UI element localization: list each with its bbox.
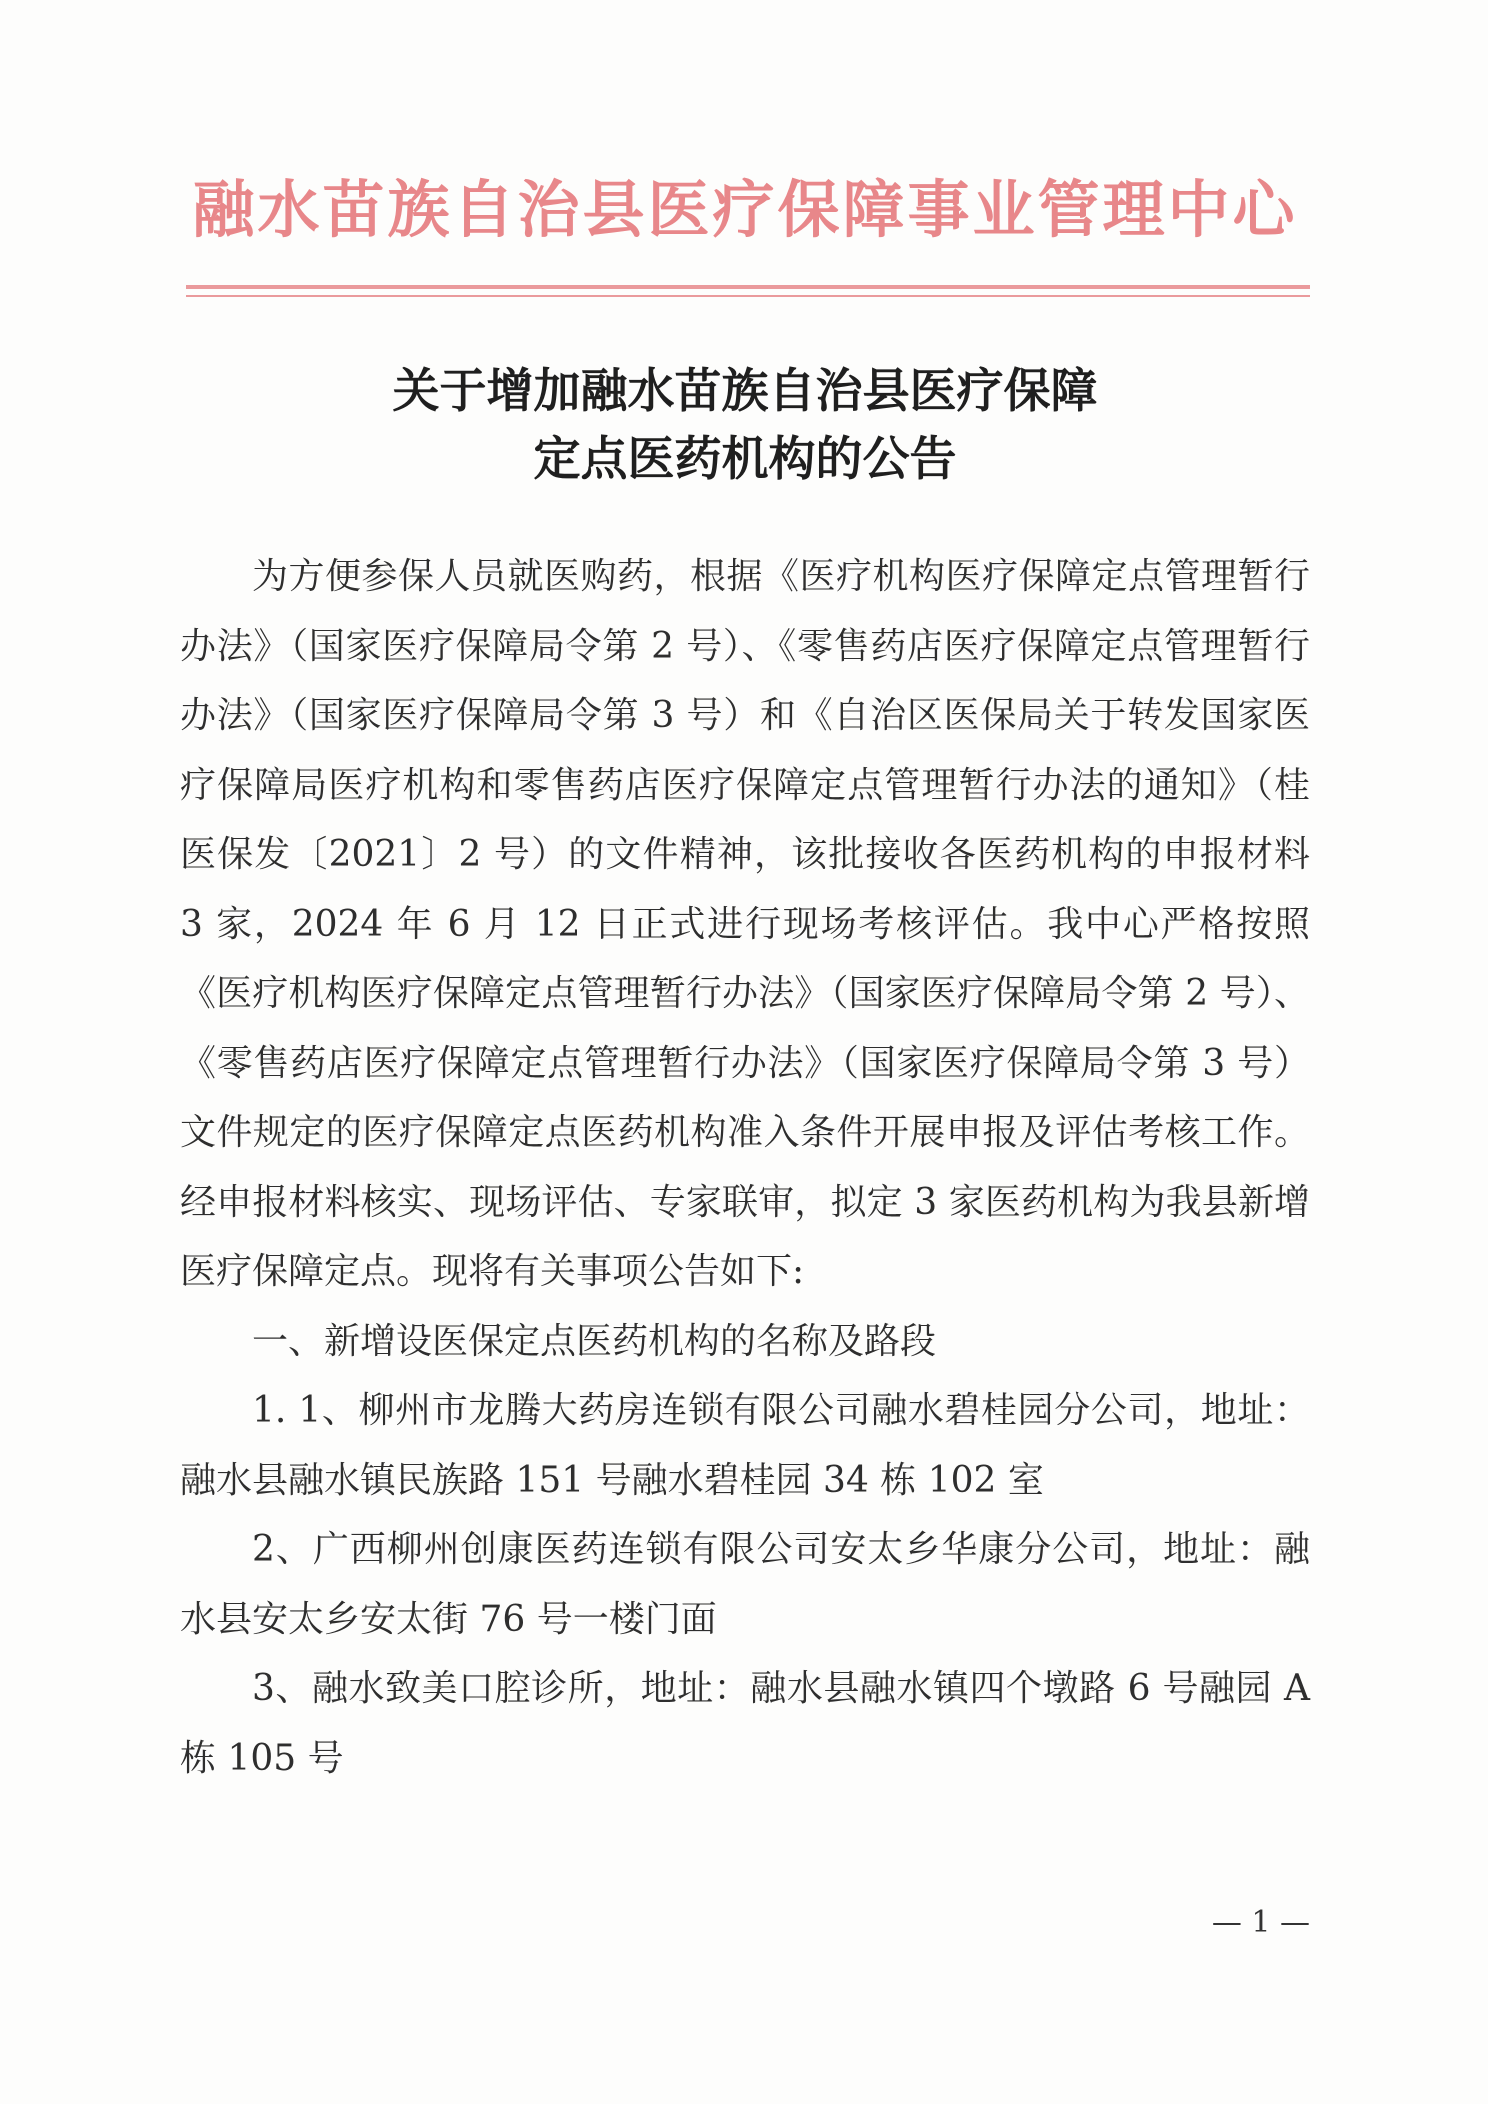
list-item: 3、融水致美口腔诊所，地址：融水县融水镇四个墩路 6 号融园 A 栋 105 号: [180, 1668, 1310, 1779]
header-rule-thin: [186, 295, 1310, 297]
list-item: 1. 1、柳州市龙腾大药房连锁有限公司融水碧桂园分公司，地址：融水县融水镇民族路 151 号融水碧桂园 34 栋 102 室: [180, 1390, 1310, 1501]
list-item: 2、广西柳州创康医药连锁有限公司安太乡华康分公司，地址：融水县安太乡安太街 76 号一楼门面: [180, 1529, 1310, 1640]
section-heading: 一、新增设医保定点医药机构的名称及路段: [252, 1320, 937, 1362]
intro-paragraph: 为方便参保人员就医购药，根据《医疗机构医疗保障定点管理暂行办法》（国家医疗保障局令第 2 号）、《零售药店医疗保障定点管理暂行办法》（国家医疗保障局令第 3 号）和《自治区医保局关于转发国家医疗保障局医疗机构和零售药店医疗保障定点管理暂行办法的通知》（桂医保发〔2021〕2 号）的文件精神，该批接收各医药机构的申报材料 3 家，2024 年 6 月 12 日正式进行现场考核评估。我中心严格按照《医疗机构医疗保障定点管理暂行办法》（国家医疗保障局令第 2 号）、《零售药店医疗保障定点管理暂行办法》（国家医疗保障局令第 3 号）文件规定的医疗保障定点医药机构准入条件开展申报及评估考核工作。经申报材料核实、现场评估、专家联审，拟定 3 家医药机构为我县新增医疗保障定点。现将有关事项公告如下:: [180, 556, 1310, 1292]
title-line-2: 定点医药机构的公告: [533, 432, 957, 487]
page-number: — 1 —: [1211, 1905, 1310, 1940]
header-rule-thick: [186, 285, 1310, 289]
document-body: [180, 542, 1310, 1793]
title-line-1: 关于增加融水苗族自治县医疗保障: [392, 364, 1098, 419]
organization-header: 融水苗族自治县医疗保障事业管理中心: [192, 173, 1298, 246]
document-title: [180, 358, 1310, 494]
